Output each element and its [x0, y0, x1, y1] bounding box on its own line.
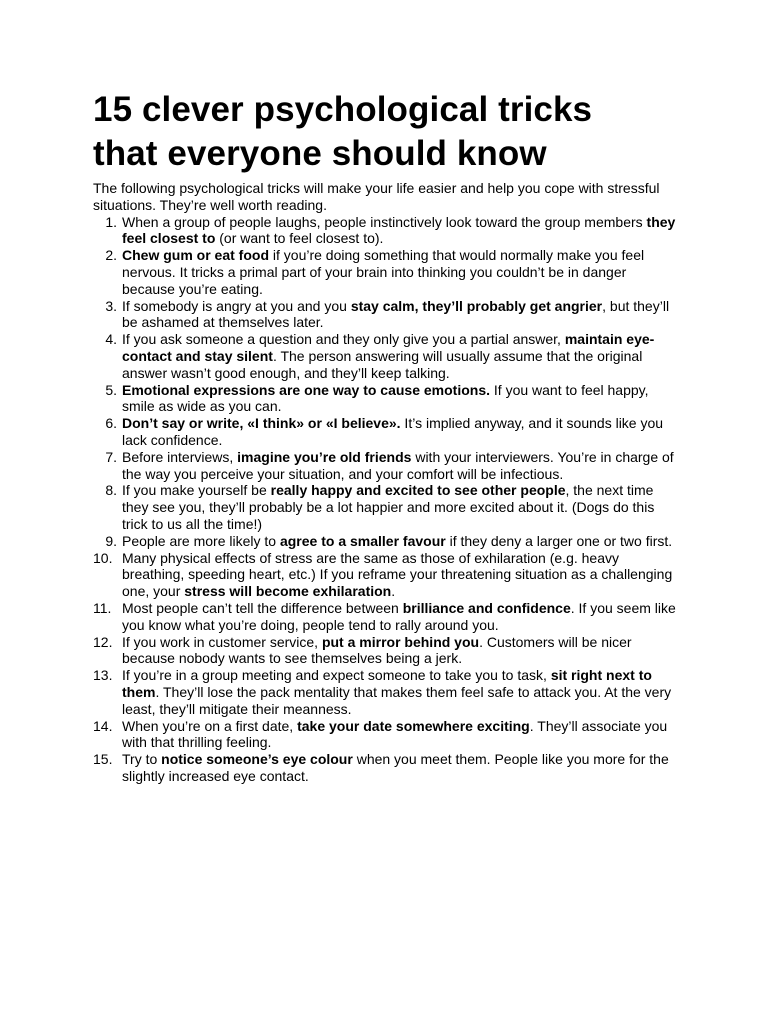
title-line-1: 15 clever psychological tricks	[93, 90, 593, 129]
list-item-emphasis: put a mirror behind you	[321, 633, 480, 650]
list-item-text: (or want to feel closest to).	[215, 230, 384, 247]
list-item-text: When a group of people laughs, people instinctively look toward the group members	[122, 213, 647, 230]
list-item	[93, 247, 683, 297]
list-item	[93, 331, 683, 381]
list-item	[93, 382, 683, 416]
article	[93, 88, 683, 785]
list-item-text: When you’re on a first date,	[122, 717, 298, 734]
list-item-number: 14.	[93, 717, 113, 734]
list-item	[93, 415, 683, 449]
list-item-text: If you’re in a group meeting and expect someone to take you to task,	[122, 667, 551, 684]
list-item	[93, 550, 683, 600]
list-item-emphasis: really happy and excited to see other people	[270, 482, 566, 499]
list-item-number: 11.	[93, 599, 112, 616]
list-item-number: 4.	[105, 331, 117, 348]
list-item-number: 9.	[105, 532, 117, 549]
list-item-text: , the next time they see you, they’ll probably be a lot happier and more excited about it. (Dogs do this trick to us all the time!)	[122, 482, 655, 532]
list-item-text: It’s implied anyway, and it sounds like you lack confidence.	[122, 415, 664, 448]
list-item-emphasis: brilliance and confidence	[402, 599, 571, 616]
list-item-number: 10.	[93, 549, 113, 566]
list-item-emphasis: imagine you’re old friends	[237, 448, 412, 465]
list-item-emphasis: Don’t say or write, «I think» or «I believe».	[122, 415, 401, 432]
list-item-number: 12.	[93, 633, 113, 650]
list-item-number: 8.	[105, 482, 117, 499]
list-item-emphasis: sit right next to them	[122, 667, 652, 700]
list-item-emphasis: Chew gum or eat food	[122, 247, 269, 264]
list-item	[93, 449, 683, 483]
list-item-emphasis: take your date somewhere exciting	[297, 717, 530, 734]
list-item-number: 7.	[105, 448, 117, 465]
list-item	[93, 600, 683, 634]
title-line-2: that everyone should know	[93, 134, 547, 173]
tips-list	[93, 214, 683, 785]
list-item-text: People are more likely to	[122, 532, 280, 549]
list-item-text: . They’ll associate you with that thrilling feeling.	[122, 717, 668, 751]
list-item-text: Try to	[122, 751, 162, 768]
list-item-number: 13.	[93, 667, 113, 684]
list-item-text: . Customers will be nicer because nobody wants to see themselves being a jerk.	[122, 633, 632, 667]
page-title	[93, 88, 683, 176]
list-item	[93, 298, 683, 332]
list-item-text: Before interviews,	[122, 448, 238, 465]
list-item	[93, 634, 683, 668]
list-item-number: 6.	[105, 415, 117, 432]
list-item-number: 1.	[105, 213, 117, 230]
intro-paragraph: The following psychological tricks will make your life easier and help you cope with stressful situations. They’re well worth reading.	[93, 180, 660, 213]
list-item-text: . If you seem like you know what you’re doing, people tend to rally around you.	[122, 599, 676, 633]
list-item-emphasis: stay calm, they’ll probably get angrier	[350, 297, 603, 314]
list-item-text: when you meet them. People like you more for the slightly increased eye contact.	[122, 751, 669, 784]
list-item-emphasis: maintain eye-contact and stay silent	[122, 331, 655, 364]
list-item-number: 5.	[105, 381, 117, 398]
list-item-number: 2.	[105, 247, 117, 264]
list-item-text: if they deny a larger one or two first.	[445, 532, 673, 549]
list-item	[93, 482, 683, 532]
list-item-emphasis: stress will become exhilaration	[184, 583, 392, 600]
list-item-emphasis: they feel closest to	[122, 213, 676, 247]
list-item-text: with your interviewers. You’re in charge of the way you perceive your situation, and your comfort will be infectious.	[122, 448, 674, 482]
list-item-number: 3.	[105, 297, 117, 314]
list-item-text: If you work in customer service,	[122, 633, 322, 650]
list-item-text: .	[391, 583, 396, 600]
list-item-text: If you make yourself be	[122, 482, 271, 499]
list-item-text: . They’ll lose the pack mentality that makes them feel safe to attack you. At the very least, they’ll mitigate their meanness.	[122, 683, 672, 717]
list-item-text: If somebody is angry at you and you	[122, 297, 351, 314]
list-item-text: If you ask someone a question and they only give you a partial answer,	[122, 331, 565, 348]
list-item-number: 15.	[93, 751, 113, 768]
list-item-emphasis: Emotional expressions are one way to cause emotions.	[122, 381, 491, 398]
list-item-text: . The person answering will usually assume that the original answer wasn’t good enough, and they’ll keep talking.	[122, 347, 643, 381]
list-item	[93, 214, 683, 248]
list-item	[93, 667, 683, 717]
list-item-text: Many physical effects of stress are the same as those of exhilaration (e.g. heavy breathing, speeding heart, etc.) If you reframe your threatening situation as a challenging one, your	[122, 549, 673, 600]
list-item-text: , but they’ll be ashamed at themselves later.	[122, 297, 670, 331]
list-item	[93, 718, 683, 752]
list-item-text: Most people can’t tell the difference between	[122, 599, 403, 616]
list-item-text: if you’re doing something that would normally make you feel nervous. It tricks a primal part of your brain into thinking you couldn’t be in danger because you’re eating.	[122, 247, 645, 297]
list-item	[93, 751, 683, 785]
list-item-text: If you want to feel happy, smile as wide as you can.	[122, 381, 649, 415]
list-item	[93, 533, 683, 550]
list-item-emphasis: notice someone’s eye colour	[161, 751, 353, 768]
list-item-emphasis: agree to a smaller favour	[279, 532, 446, 549]
